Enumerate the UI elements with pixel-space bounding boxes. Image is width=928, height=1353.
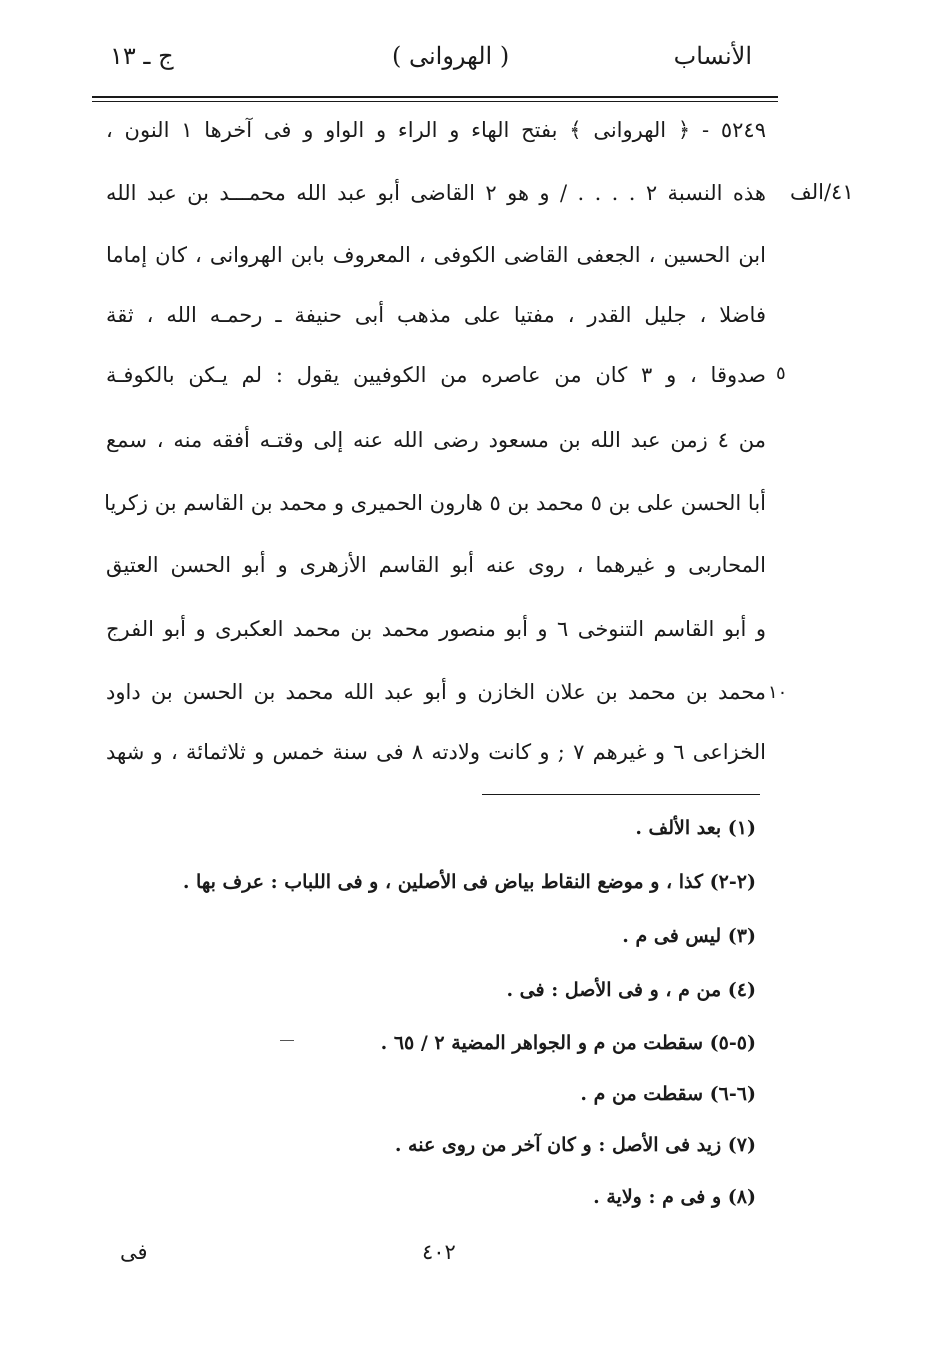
footnote: (١) بعد الألف . — [635, 817, 756, 839]
line-number-5: ٥ — [776, 363, 786, 384]
footnote: (٦-٦) سقطت من م . — [580, 1083, 756, 1105]
footnote-rule — [482, 794, 760, 795]
body-line: و أبو القاسم التنوخى ٦ و أبو منصور محمد بن محمد العكبرى و أبو الفرج — [106, 617, 766, 641]
body-line: محمد بن محمد بن علان الخازن و أبو عبد الله محمد بن الحسن بن داود — [106, 680, 766, 704]
body-line: أبا الحسن على بن ٥ محمد بن ٥ هارون الحميرى و محمد بن القاسم بن زكريا — [104, 491, 766, 515]
stray-mark — [280, 1040, 294, 1041]
body-line: صدوقا ، و ٣ كان من عاصره من الكوفيين يقول : لم يـكن بالكوفـة — [106, 363, 766, 387]
footnote: (٢-٢) كذا ، و موضع النقاط بياض فى الأصلين ، و فى اللباب : عرف بها . — [182, 871, 756, 893]
body-line: المحاربى و غيرهما ، روى عنه أبو القاسم الأزهرى و أبو الحسن العتيق — [106, 553, 766, 577]
folio-marker: ٤١/الف — [790, 180, 854, 204]
running-center-title: ( الهروانى ) — [392, 42, 510, 70]
footnote: (٥-٥) سقطت من م و الجواهر المضية ٢ / ٦٥ . — [380, 1032, 756, 1054]
volume-label: ج ـ ١٣ — [110, 42, 174, 70]
line-number-10: ١٠ — [768, 682, 788, 703]
catchword: فى — [120, 1240, 148, 1264]
body-line: فاضلا ، جليل القدر ، مفتيا على مذهب أبى حنيفة ـ رحمـه الله ، ثقة — [106, 303, 766, 327]
body-line: الخزاعى ٦ و غيرهم ٧ ; و كانت ولادته ٨ فى سنة خمس و ثلاثمائة ، و شهد — [106, 740, 766, 764]
body-line: ٥٢٤٩ - ﴿ الهروانى ﴾ بفتح الهاء و الراء و الواو و فى آخرها ١ النون ، — [106, 118, 766, 142]
footnote: (٤) من م ، و فى الأصل : فى . — [506, 979, 756, 1001]
body-line: ابن الحسين ، الجعفى القاضى الكوفى ، المعروف بابن الهروانى ، كان إماما — [106, 243, 766, 267]
header-rule-thin — [92, 101, 778, 102]
footnote: (٨) و فى م : ولاية . — [593, 1186, 756, 1208]
page-number: ٤٠٢ — [422, 1240, 456, 1264]
body-line: من ٤ زمن عبد الله بن مسعود رضى الله عنه إلى وقتـه أفقه منه ، سمع — [106, 428, 766, 452]
header-rule-thick — [92, 96, 778, 98]
footnote: (٣) ليس فى م . — [622, 925, 756, 947]
running-title: الأنساب — [673, 42, 752, 70]
body-line: هذه النسبة ٢ . . . . / و هو ٢ القاضى أبو عبد الله محمـــد بن عبد الله — [106, 181, 766, 205]
footnote: (٧) زيد فى الأصل : و كان آخر من روى عنه . — [394, 1134, 756, 1156]
